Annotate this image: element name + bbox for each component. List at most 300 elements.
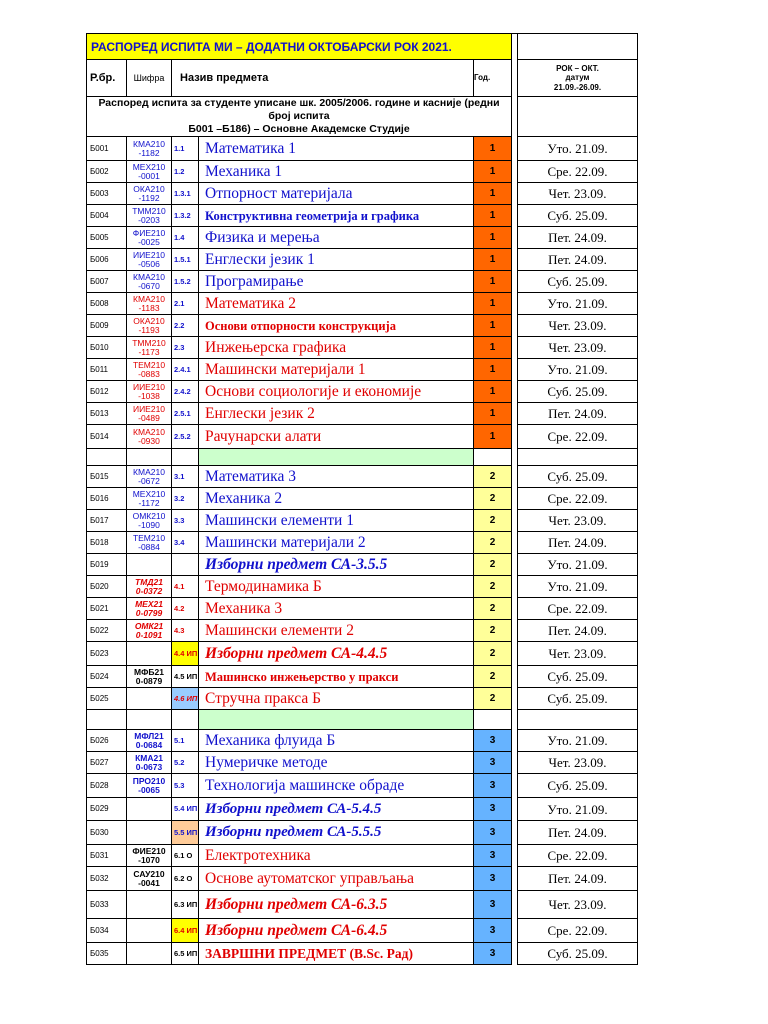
row-ordinal: Б019 [87, 554, 127, 576]
table-row [87, 730, 638, 752]
subject-code-line: МЕХ210 [132, 488, 166, 499]
table-row [87, 488, 638, 510]
subject-name: Машински материјали 2 [199, 532, 474, 554]
study-year-badge: 2 [474, 666, 512, 688]
subject-code-line: ФИЕ210 [132, 227, 166, 238]
table-row [87, 337, 638, 359]
subject-code [127, 919, 172, 943]
subject-name: Рачунарски алати [199, 425, 474, 449]
study-year-badge: 1 [474, 403, 512, 425]
subject-code-line: 0-0684 [135, 739, 163, 750]
exam-date: Чет. 23.09. [518, 315, 638, 337]
exam-date: Уто. 21.09. [518, 798, 638, 821]
subject-code-line: КМА210 [133, 138, 165, 149]
header-term-line2: датум [565, 73, 590, 83]
subject-name: Термодинамика Б [199, 576, 474, 598]
exam-date: Сре. 22.09. [518, 425, 638, 449]
curriculum-number: 2.2 [172, 315, 199, 337]
row-ordinal: Б029 [87, 798, 127, 821]
study-year-badge: 1 [474, 161, 512, 183]
subject-name: Физика и мерења [199, 227, 474, 249]
subject-code-line: -1193 [138, 324, 160, 335]
row-ordinal: Б005 [87, 227, 127, 249]
subject-code-line: КМА210 [133, 293, 165, 304]
note-line2: Б001 –Б186) – Основне Академске Студије [188, 123, 410, 136]
curriculum-number: 4.4 ИП [172, 642, 199, 666]
exam-date: Сре. 22.09. [518, 161, 638, 183]
exam-date: Пет. 24.09. [518, 249, 638, 271]
subject-code-line: -0065 [138, 784, 160, 795]
table-row [87, 867, 638, 891]
exam-schedule-table [86, 33, 638, 965]
curriculum-number: 2.5.1 [172, 403, 199, 425]
study-year-badge: 1 [474, 137, 512, 161]
study-year-badge: 2 [474, 554, 512, 576]
study-year-badge: 1 [474, 359, 512, 381]
subject-code-line: -0930 [138, 435, 160, 446]
subject-code [127, 730, 172, 752]
exam-date: Уто. 21.09. [518, 293, 638, 315]
row-ordinal: Б028 [87, 774, 127, 798]
subject-code [127, 293, 172, 315]
subject-code-line: ПРО210 [132, 775, 166, 786]
separator-cell [518, 449, 638, 466]
subject-code [127, 488, 172, 510]
subject-code [127, 161, 172, 183]
exam-date: Чет. 23.09. [518, 642, 638, 666]
curriculum-number: 3.4 [172, 532, 199, 554]
header-term-line1: РОК – ОКТ. [556, 63, 599, 73]
curriculum-number: 5.4 ИП [172, 798, 199, 821]
subject-code [127, 867, 172, 891]
exam-date: Суб. 25.09. [518, 205, 638, 227]
row-ordinal: Б026 [87, 730, 127, 752]
row-ordinal: Б010 [87, 337, 127, 359]
subject-name: Механика 3 [199, 598, 474, 620]
subject-name: Изборни предмет СА-5.4.5 [199, 798, 474, 821]
subject-code [127, 554, 172, 576]
subject-name: Стручна пракса Б [199, 688, 474, 710]
note-line1: Распоред испита за студенте уписане шк. 2005/2006. године и касније (редни број испита [98, 97, 500, 123]
study-year-badge: 1 [474, 227, 512, 249]
subject-name: Електротехника [199, 845, 474, 867]
curriculum-number: 4.2 [172, 598, 199, 620]
subject-code [127, 381, 172, 403]
study-year-badge: 1 [474, 425, 512, 449]
subject-code-line: 0-0799 [135, 607, 163, 618]
header-exam-term [518, 60, 638, 97]
subject-code-line: КМА210 [133, 426, 165, 437]
curriculum-number: 6.4 ИП [172, 919, 199, 943]
subject-code-line: -0203 [138, 214, 160, 225]
table-row [87, 510, 638, 532]
table-row [87, 774, 638, 798]
study-year-badge: 3 [474, 774, 512, 798]
study-year-badge: 2 [474, 510, 512, 532]
study-year-badge: 3 [474, 798, 512, 821]
subject-code [127, 315, 172, 337]
curriculum-number: 1.3.2 [172, 205, 199, 227]
curriculum-number: 6.5 ИП [172, 943, 199, 965]
row-ordinal: Б007 [87, 271, 127, 293]
subject-code-line: ОКА210 [133, 315, 165, 326]
curriculum-number: 1.4 [172, 227, 199, 249]
subject-name: Конструктивна геометрија и графика [199, 205, 474, 227]
group-separator [87, 710, 638, 730]
subject-name: Математика 3 [199, 466, 474, 488]
exam-date: Пет. 24.09. [518, 821, 638, 845]
curriculum-number: 1.5.2 [172, 271, 199, 293]
subject-code-line: -0672 [138, 475, 160, 486]
row-ordinal: Б017 [87, 510, 127, 532]
subject-name: Машински елементи 1 [199, 510, 474, 532]
row-ordinal: Б021 [87, 598, 127, 620]
subject-name: ЗАВРШНИ ПРЕДМЕТ (B.Sc. Рад) [199, 943, 474, 965]
table-row [87, 752, 638, 774]
subject-code [127, 642, 172, 666]
study-year-badge: 1 [474, 293, 512, 315]
curriculum-number: 3.2 [172, 488, 199, 510]
study-year-badge: 3 [474, 867, 512, 891]
exam-date: Пет. 24.09. [518, 532, 638, 554]
exam-date: Уто. 21.09. [518, 359, 638, 381]
curriculum-number: 1.5.1 [172, 249, 199, 271]
study-year-badge: 3 [474, 891, 512, 919]
subject-code-line: -1090 [138, 519, 160, 530]
subject-name: Изборни предмет СА-6.4.5 [199, 919, 474, 943]
subject-code-line: -1038 [138, 390, 160, 401]
schedule-title: РАСПОРЕД ИСПИТА МИ – ДОДАТНИ ОКТОБАРСКИ РОК 2021. [87, 34, 512, 60]
subject-code [127, 205, 172, 227]
exam-date: Уто. 21.09. [518, 576, 638, 598]
curriculum-number: 1.1 [172, 137, 199, 161]
row-ordinal: Б035 [87, 943, 127, 965]
row-ordinal: Б013 [87, 403, 127, 425]
exam-date: Уто. 21.09. [518, 137, 638, 161]
table-row [87, 183, 638, 205]
subject-code-line: 0-0673 [135, 761, 163, 772]
subject-code-line: ИИЕ210 [132, 381, 166, 392]
subject-name: Изборни предмет СА-5.5.5 [199, 821, 474, 845]
header-code: Шифра [127, 60, 172, 97]
row-ordinal: Б006 [87, 249, 127, 271]
curriculum-number: 2.4.1 [172, 359, 199, 381]
row-ordinal: Б034 [87, 919, 127, 943]
subject-code-line: -1182 [138, 147, 160, 158]
curriculum-number: 6.3 ИП [172, 891, 199, 919]
curriculum-number: 2.3 [172, 337, 199, 359]
header-subject-name: Назив предмета [172, 60, 474, 97]
curriculum-number: 2.4.2 [172, 381, 199, 403]
row-ordinal: Б001 [87, 137, 127, 161]
subject-name: Машински материјали 1 [199, 359, 474, 381]
subject-code-line: ТММ210 [132, 337, 166, 348]
curriculum-number: 4.3 [172, 620, 199, 642]
exam-date: Чет. 23.09. [518, 891, 638, 919]
table-row [87, 576, 638, 598]
row-ordinal: Б020 [87, 576, 127, 598]
subject-code-line: -0506 [138, 258, 160, 269]
subject-code [127, 337, 172, 359]
table-row [87, 293, 638, 315]
study-year-badge: 2 [474, 576, 512, 598]
subject-code [127, 359, 172, 381]
row-ordinal: Б012 [87, 381, 127, 403]
subject-code-line: МЕХ21 [135, 598, 163, 609]
subject-code [127, 466, 172, 488]
subject-code-line: ОМК21 [134, 620, 164, 631]
subject-code-line: 0-1091 [135, 629, 163, 640]
subject-code [127, 249, 172, 271]
curriculum-number: 5.1 [172, 730, 199, 752]
study-year-badge: 2 [474, 598, 512, 620]
study-year-badge: 2 [474, 688, 512, 710]
subject-code-line: -0883 [138, 368, 160, 379]
subject-code-line: КМА210 [133, 271, 165, 282]
study-year-badge: 1 [474, 183, 512, 205]
subject-name: Основи отпорности конструкција [199, 315, 474, 337]
subject-code-line: САУ210 [133, 868, 165, 879]
study-year-badge: 1 [474, 205, 512, 227]
exam-date: Суб. 25.09. [518, 381, 638, 403]
subject-code [127, 666, 172, 688]
subject-code-line: -1172 [138, 497, 160, 508]
subject-name: Изборни предмет СА-6.3.5 [199, 891, 474, 919]
table-row [87, 821, 638, 845]
table-row [87, 554, 638, 576]
curriculum-number: 1.3.1 [172, 183, 199, 205]
subject-name: Машински елементи 2 [199, 620, 474, 642]
subject-code-line: ОМК210 [132, 510, 166, 521]
table-row [87, 381, 638, 403]
exam-date: Сре. 22.09. [518, 488, 638, 510]
subject-name: Основе аутоматског управљања [199, 867, 474, 891]
subject-code-line: МЕХ210 [132, 161, 166, 172]
subject-code [127, 510, 172, 532]
row-ordinal: Б011 [87, 359, 127, 381]
subject-code [127, 403, 172, 425]
subject-name: Инжењерска графика [199, 337, 474, 359]
row-ordinal: Б018 [87, 532, 127, 554]
subject-code-line: ТММ210 [132, 205, 166, 216]
exam-date: Чет. 23.09. [518, 752, 638, 774]
subject-code [127, 798, 172, 821]
subject-name: Математика 2 [199, 293, 474, 315]
curriculum-number: 5.3 [172, 774, 199, 798]
subject-code-line: 0-0372 [135, 585, 163, 596]
subject-code [127, 576, 172, 598]
subject-code [127, 845, 172, 867]
curriculum-number: 6.1 О [172, 845, 199, 867]
subject-code-line: МФБ21 [134, 666, 164, 677]
exam-date: Чет. 23.09. [518, 183, 638, 205]
curriculum-number: 2.5.2 [172, 425, 199, 449]
subject-code-line: ТМД21 [135, 576, 163, 587]
row-ordinal: Б032 [87, 867, 127, 891]
table-row [87, 943, 638, 965]
separator-cell [172, 449, 199, 466]
subject-name: Програмирање [199, 271, 474, 293]
subject-code-line: КМА210 [133, 466, 165, 477]
subject-name: Технологија машинске обраде [199, 774, 474, 798]
separator-cell [87, 449, 127, 466]
subject-code [127, 598, 172, 620]
table-row [87, 919, 638, 943]
table-row [87, 205, 638, 227]
curriculum-number: 3.1 [172, 466, 199, 488]
separator-highlight [199, 710, 474, 730]
exam-date: Суб. 25.09. [518, 271, 638, 293]
row-ordinal: Б025 [87, 688, 127, 710]
table-row [87, 620, 638, 642]
table-row [87, 249, 638, 271]
exam-date: Чет. 23.09. [518, 510, 638, 532]
study-year-badge: 3 [474, 821, 512, 845]
subject-code-line: ОКА210 [133, 183, 165, 194]
subject-name: Изборни предмет СА-3.5.5 [199, 554, 474, 576]
study-year-badge: 2 [474, 488, 512, 510]
subject-name: Механика флуида Б [199, 730, 474, 752]
subject-code [127, 425, 172, 449]
subject-code [127, 227, 172, 249]
subject-code [127, 943, 172, 965]
subject-code-line: 0-0879 [135, 675, 163, 686]
curriculum-number: 1.2 [172, 161, 199, 183]
separator-cell [518, 710, 638, 730]
subject-code-line: -0884 [138, 541, 160, 552]
exam-date: Уто. 21.09. [518, 730, 638, 752]
exam-date: Чет. 23.09. [518, 337, 638, 359]
row-ordinal: Б027 [87, 752, 127, 774]
table-row [87, 359, 638, 381]
schedule-note [87, 97, 512, 137]
subject-code-line: -1192 [138, 192, 160, 203]
row-ordinal: Б004 [87, 205, 127, 227]
exam-date: Сре. 22.09. [518, 919, 638, 943]
study-year-badge: 2 [474, 466, 512, 488]
table-row [87, 137, 638, 161]
exam-date: Суб. 25.09. [518, 688, 638, 710]
row-ordinal: Б014 [87, 425, 127, 449]
subject-code-line: -1173 [138, 346, 160, 357]
subject-code-line: ИИЕ210 [132, 403, 166, 414]
curriculum-number: 6.2 О [172, 867, 199, 891]
curriculum-number: 4.6 ИП [172, 688, 199, 710]
row-ordinal: Б031 [87, 845, 127, 867]
row-ordinal: Б008 [87, 293, 127, 315]
table-row [87, 161, 638, 183]
curriculum-number: 4.1 [172, 576, 199, 598]
study-year-badge: 3 [474, 845, 512, 867]
separator-cell [127, 449, 172, 466]
table-row [87, 891, 638, 919]
table-row [87, 845, 638, 867]
row-ordinal: Б015 [87, 466, 127, 488]
exam-date: Пет. 24.09. [518, 620, 638, 642]
exam-date: Суб. 25.09. [518, 774, 638, 798]
separator-cell [474, 449, 512, 466]
table-row [87, 532, 638, 554]
row-ordinal: Б033 [87, 891, 127, 919]
subject-code-line: МФЛ21 [134, 730, 164, 741]
exam-date: Пет. 24.09. [518, 227, 638, 249]
table-row [87, 642, 638, 666]
subject-name: Енглески језик 1 [199, 249, 474, 271]
header-term-line3: 21.09.-26.09. [553, 82, 602, 92]
exam-date: Суб. 25.09. [518, 466, 638, 488]
curriculum-number: 3.3 [172, 510, 199, 532]
study-year-badge: 1 [474, 381, 512, 403]
table-row [87, 271, 638, 293]
subject-code [127, 752, 172, 774]
table-row [87, 466, 638, 488]
curriculum-number: 5.2 [172, 752, 199, 774]
subject-name: Основи социологије и економије [199, 381, 474, 403]
row-ordinal: Б009 [87, 315, 127, 337]
subject-code-line: ФИЕ210 [132, 845, 166, 856]
header-ordinal: Р.бр. [87, 60, 127, 97]
subject-code [127, 821, 172, 845]
exam-date: Суб. 25.09. [518, 666, 638, 688]
table-row [87, 688, 638, 710]
study-year-badge: 3 [474, 752, 512, 774]
subject-code-line: ТЕМ210 [132, 359, 166, 370]
subject-code [127, 688, 172, 710]
study-year-badge: 2 [474, 620, 512, 642]
study-year-badge: 2 [474, 642, 512, 666]
curriculum-number: 5.5 ИП [172, 821, 199, 845]
exam-date: Пет. 24.09. [518, 403, 638, 425]
exam-date: Пет. 24.09. [518, 867, 638, 891]
subject-code-line: -0025 [138, 236, 160, 247]
study-year-badge: 1 [474, 249, 512, 271]
subject-code-line: ИИЕ210 [132, 249, 166, 260]
study-year-badge: 3 [474, 943, 512, 965]
row-ordinal: Б016 [87, 488, 127, 510]
subject-code-line: -0001 [138, 170, 160, 181]
subject-code [127, 891, 172, 919]
subject-name: Изборни предмет СА-4.4.5 [199, 642, 474, 666]
subject-code [127, 137, 172, 161]
exam-date: Сре. 22.09. [518, 845, 638, 867]
subject-name: Математика 1 [199, 137, 474, 161]
separator-cell [87, 710, 127, 730]
subject-code [127, 271, 172, 293]
study-year-badge: 3 [474, 919, 512, 943]
group-separator [87, 449, 638, 466]
study-year-badge: 1 [474, 315, 512, 337]
table-row [87, 666, 638, 688]
exam-date: Уто. 21.09. [518, 554, 638, 576]
row-ordinal: Б002 [87, 161, 127, 183]
table-row [87, 798, 638, 821]
subject-code-line: -1183 [138, 302, 160, 313]
subject-name: Механика 2 [199, 488, 474, 510]
header-year: Год. [474, 60, 512, 97]
subject-code-line: КМА21 [135, 752, 163, 763]
curriculum-number [172, 554, 199, 576]
table-row [87, 315, 638, 337]
subject-name: Нумеричке методе [199, 752, 474, 774]
separator-cell [127, 710, 172, 730]
subject-code [127, 183, 172, 205]
subject-code-line: -1070 [138, 854, 160, 865]
table-row [87, 598, 638, 620]
table-row [87, 403, 638, 425]
subject-name: Механика 1 [199, 161, 474, 183]
table-row [87, 227, 638, 249]
row-ordinal: Б003 [87, 183, 127, 205]
